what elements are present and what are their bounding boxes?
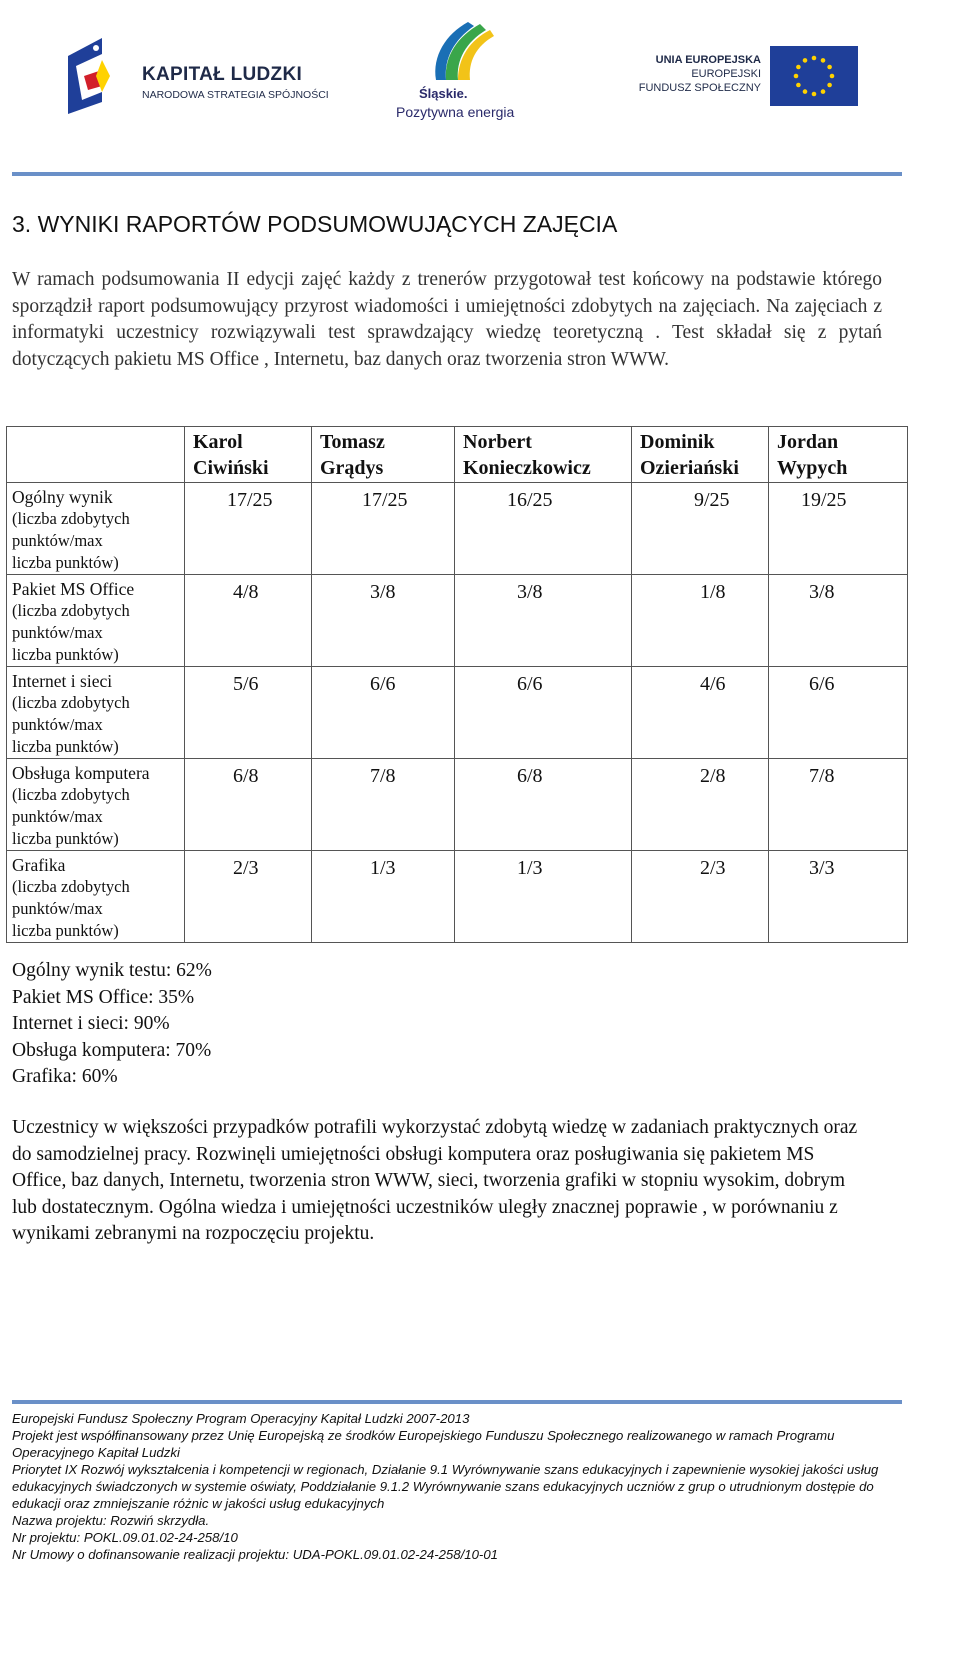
column-header — [632, 427, 769, 483]
score-cell — [769, 483, 908, 575]
summary-item: Obsługa komputera: 70% — [12, 1039, 212, 1061]
score-value: 2/3 — [700, 857, 726, 879]
row-label-title: Grafika — [12, 855, 66, 875]
score-cell — [632, 575, 769, 667]
slaskie-ribbon-icon — [392, 12, 532, 88]
page-header — [0, 0, 960, 170]
row-label — [7, 667, 185, 759]
score-value: 3/8 — [809, 581, 835, 603]
intro-paragraph: W ramach podsumowania II edycji zajęć każdy z trenerów przygotował test końcowy na podstawie którego sporządził raport podsumowujący przyrost wiadomości i umiejętności zdobytych na zajęciach. Na zajęciach z informatyki uczestnicy rozwiązywali test sprawdzający wiedzę teoretyczną . Test składał się z pytań dotyczących pakietu MS Office , Internetu, baz danych oraz tworzenia stron WWW. — [12, 269, 882, 370]
ue-efs-logo — [620, 44, 860, 108]
participant-first-name: Jordan — [777, 431, 839, 453]
score-value: 6/8 — [233, 765, 259, 787]
ue-line2: EUROPEJSKI — [691, 68, 761, 80]
row-label-note: (liczba zdobytych — [12, 877, 130, 896]
row-label-note: punktów/max — [12, 899, 103, 918]
results-table — [6, 426, 908, 943]
table-row — [7, 851, 908, 943]
slaskie-name: Śląskie. — [419, 86, 468, 101]
participant-last-name: Wypych — [777, 457, 848, 479]
score-value: 3/8 — [370, 581, 396, 603]
participant-last-name: Konieczkowicz — [463, 457, 591, 479]
score-value: 1/8 — [700, 581, 726, 603]
participant-last-name: Grądys — [320, 457, 384, 479]
column-header — [769, 427, 908, 483]
score-cell — [312, 759, 455, 851]
table-row — [7, 483, 908, 575]
score-value: 1/3 — [517, 857, 543, 879]
ue-line3: FUNDUSZ SPOŁECZNY — [638, 82, 761, 94]
score-value: 19/25 — [801, 489, 847, 511]
score-cell — [769, 667, 908, 759]
footer-priority-line: Priorytet IX Rozwój wykształcenia i kompetencji w regionach, Działanie 9.1 Wyrównywanie szans edukacyjnych i zapewnienie wysokiej jakości usług edukacyjnych świadczonych w systemie oświaty, Poddziałanie 9.1.2 Wyrównywanie szans edukacyjnych uczniów z grup o utrudnionym dostępie do edukacji oraz zmniejszanie różnic w jakości usług edukacyjnych — [12, 1462, 879, 1511]
score-cell — [632, 667, 769, 759]
kapital-ludzki-name: KAPITAŁ LUDZKI — [142, 64, 303, 85]
score-value: 4/8 — [233, 581, 259, 603]
footer-program-line: Europejski Fundusz Społeczny Program Operacyjny Kapitał Ludzki 2007-2013 — [12, 1411, 470, 1426]
score-cell — [455, 575, 632, 667]
score-value: 5/6 — [233, 673, 259, 695]
participant-last-name: Ciwiński — [193, 457, 269, 479]
score-value: 7/8 — [809, 765, 835, 787]
section-title: 3. WYNIKI RAPORTÓW PODSUMOWUJĄCYCH ZAJĘCIA — [12, 211, 618, 237]
score-value: 7/8 — [370, 765, 396, 787]
score-cell — [769, 851, 908, 943]
summary-list — [12, 958, 212, 1091]
row-label-title: Ogólny wynik — [12, 487, 113, 507]
score-cell — [455, 483, 632, 575]
summary-item: Grafika: 60% — [12, 1066, 118, 1087]
score-cell — [312, 667, 455, 759]
slaskie-logo — [392, 12, 532, 130]
eu-flag-icon — [770, 46, 858, 106]
row-label-note: liczba punktów) — [12, 921, 119, 940]
row-label-note: (liczba zdobytych — [12, 601, 130, 620]
table-corner-cell — [7, 427, 185, 483]
column-header — [185, 427, 312, 483]
score-value: 17/25 — [227, 489, 273, 511]
kapital-ludzki-emblem-icon — [62, 36, 140, 116]
row-label — [7, 851, 185, 943]
score-cell — [769, 575, 908, 667]
row-label-note: liczba punktów) — [12, 737, 119, 756]
footer-project-number: Nr projektu: POKL.09.01.02-24-258/10 — [12, 1530, 238, 1545]
row-label-note: punktów/max — [12, 807, 103, 826]
header-rule — [12, 172, 902, 176]
score-value: 4/6 — [700, 673, 726, 695]
row-label — [7, 483, 185, 575]
page-footer — [12, 1410, 902, 1563]
row-label-note: punktów/max — [12, 623, 103, 642]
score-value: 2/8 — [700, 765, 726, 787]
score-cell — [455, 851, 632, 943]
table-row — [7, 759, 908, 851]
row-label-title: Obsługa komputera — [12, 763, 150, 783]
row-label-note: punktów/max — [12, 531, 103, 550]
participant-first-name: Norbert — [463, 431, 532, 453]
score-cell — [312, 575, 455, 667]
score-cell — [185, 667, 312, 759]
conclusion-paragraph: Uczestnicy w większości przypadków potrafili wykorzystać zdobytą wiedzę w zadaniach praktycznych oraz do samodzielnej pracy. Rozwinęli umiejętności obsługi komputera oraz posługiwania się pakietem MS Office, baz danych, Internetu, tworzenia stron WWW, sieci, tworzenia grafiki w stopniu wysokim, dobrym lub dostatecznym. Ogólna wiedza i umiejętności uczestników uległy znacznej poprawie , w porównaniu z wynikami zebranymi na rozpoczęciu projektu. — [12, 1117, 858, 1244]
row-label — [7, 759, 185, 851]
summary-item: Pakiet MS Office: 35% — [12, 986, 195, 1008]
row-label-note: liczba punktów) — [12, 829, 119, 848]
row-label-title: Pakiet MS Office — [12, 579, 135, 599]
score-value: 1/3 — [370, 857, 396, 879]
table-header-row — [7, 427, 908, 483]
score-value: 17/25 — [362, 489, 408, 511]
score-value: 6/6 — [517, 673, 543, 695]
slaskie-subtitle: Pozytywna energia — [396, 104, 515, 120]
ue-line1: UNIA EUROPEJSKA — [655, 54, 761, 66]
footer-cofinancing-line: Projekt jest współfinansowany przez Unię Europejską ze środków Europejskiego Funduszu Społecznego realizowanego w ramach Programu Operacyjnego Kapitał Ludzki — [12, 1428, 835, 1460]
score-cell — [185, 851, 312, 943]
score-cell — [312, 851, 455, 943]
score-value: 2/3 — [233, 857, 259, 879]
row-label — [7, 575, 185, 667]
score-value: 6/6 — [370, 673, 396, 695]
row-label-note: (liczba zdobytych — [12, 509, 130, 528]
score-value: 6/8 — [517, 765, 543, 787]
score-cell — [632, 851, 769, 943]
score-cell — [185, 759, 312, 851]
row-label-note: (liczba zdobytych — [12, 693, 130, 712]
footer-agreement-number: Nr Umowy o dofinansowanie realizacji projektu: UDA-POKL.09.01.02-24-258/10-01 — [12, 1547, 498, 1562]
row-label-note: liczba punktów) — [12, 645, 119, 664]
score-cell — [632, 483, 769, 575]
score-value: 16/25 — [507, 489, 553, 511]
summary-item: Ogólny wynik testu: 62% — [12, 960, 212, 981]
row-label-note: (liczba zdobytych — [12, 785, 130, 804]
footer-rule — [12, 1400, 902, 1404]
score-value: 6/6 — [809, 673, 835, 695]
table-row — [7, 667, 908, 759]
participant-last-name: Ozieriański — [640, 457, 739, 479]
row-label-note: punktów/max — [12, 715, 103, 734]
participant-first-name: Dominik — [640, 431, 715, 453]
score-cell — [632, 759, 769, 851]
score-cell — [185, 575, 312, 667]
row-label-note: liczba punktów) — [12, 553, 119, 572]
score-value: 3/3 — [809, 857, 835, 879]
score-cell — [185, 483, 312, 575]
column-header — [455, 427, 632, 483]
kapital-ludzki-logo — [62, 36, 342, 116]
score-value: 9/25 — [694, 489, 730, 511]
score-cell — [312, 483, 455, 575]
score-value: 3/8 — [517, 581, 543, 603]
column-header — [312, 427, 455, 483]
participant-first-name: Karol — [193, 431, 243, 453]
table-row — [7, 575, 908, 667]
participant-first-name: Tomasz — [320, 431, 385, 453]
footer-project-name: Nazwa projektu: Rozwiń skrzydła. — [12, 1513, 210, 1528]
kapital-ludzki-subtitle: NARODOWA STRATEGIA SPÓJNOŚCI — [142, 89, 329, 101]
score-cell — [455, 667, 632, 759]
summary-item: Internet i sieci: 90% — [12, 1013, 170, 1034]
score-cell — [769, 759, 908, 851]
score-cell — [455, 759, 632, 851]
row-label-title: Internet i sieci — [12, 671, 113, 691]
